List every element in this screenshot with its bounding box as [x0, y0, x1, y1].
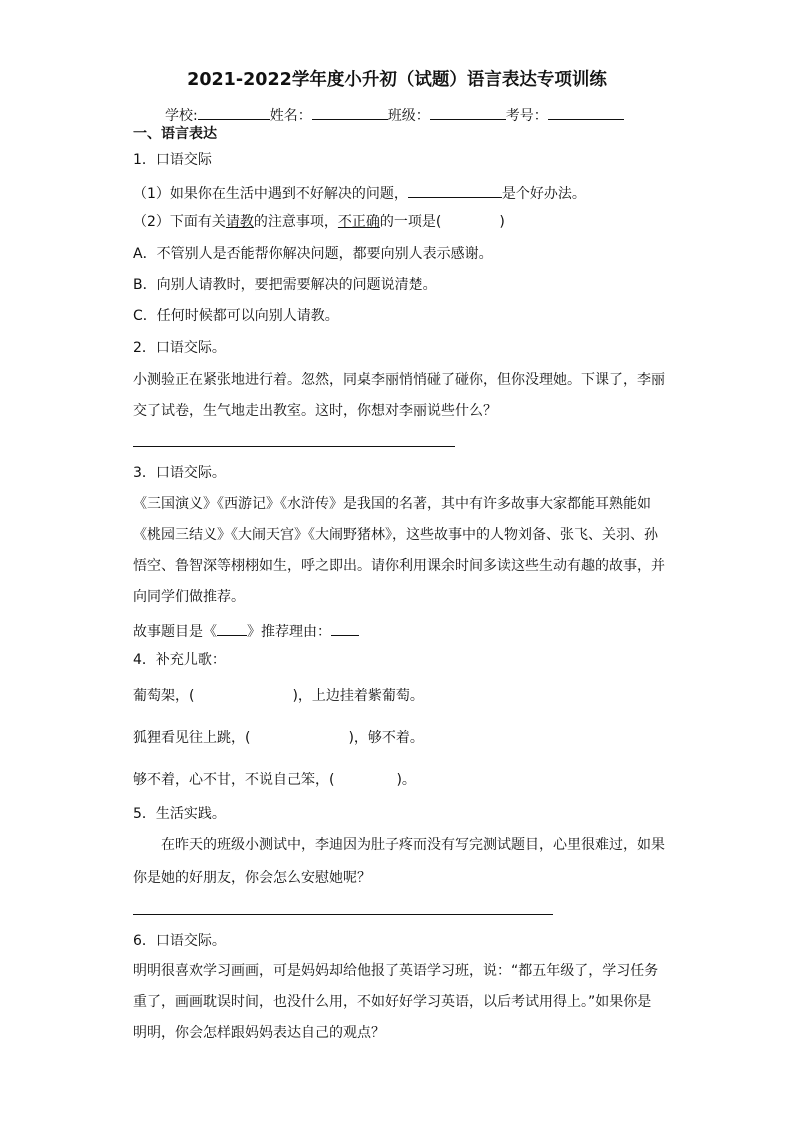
- q1-part2-text-end: 的一项是(: [379, 214, 442, 230]
- q3-line4: 向同学们做推荐。: [133, 589, 245, 605]
- q4-line3-start: 够不着，心不甘，不说自己笨，(: [133, 772, 335, 788]
- student-info-line: [165, 104, 624, 125]
- q2-line1: 小测验正在紧张地进行着。忽然，同桌李丽悄悄碰了碰你，但你没理她。下课了，李丽: [133, 372, 665, 388]
- q3-reason-blank[interactable]: [331, 620, 359, 636]
- q3-title-label: 故事题目是《: [133, 624, 217, 640]
- q6-line1: 明明很喜欢学习画画，可是妈妈却给他报了英语学习班，说：“都五年级了，学习任务: [133, 963, 659, 979]
- q3-heading: 3．口语交际。: [133, 465, 226, 481]
- q4-line2: [133, 729, 424, 747]
- q3-reason-label: 》推荐理由：: [247, 624, 331, 640]
- name-blank[interactable]: [312, 104, 388, 120]
- section-heading: 一、语言表达: [133, 126, 217, 142]
- q1-part1: [133, 182, 586, 203]
- school-label: 学校:: [165, 108, 198, 124]
- q6-heading: 6．口语交际。: [133, 933, 226, 949]
- q3-line1: 《三国演义》《西游记》《水浒传》是我国的名著，其中有许多故事大家都能耳熟能如: [133, 496, 651, 512]
- q3-line3: 悟空、鲁智深等栩栩如生，呼之即出。请你利用课余时间多读这些生动有趣的故事，并: [133, 558, 665, 574]
- q4-line1: [133, 687, 424, 705]
- q4-heading: 4．补充儿歌：: [133, 652, 226, 668]
- q4-line2-start: 狐狸看见往上跳，(: [133, 730, 251, 746]
- q1-part1-text: （1）如果你在生活中遇到不好解决的问题，: [133, 186, 408, 202]
- id-blank[interactable]: [548, 104, 624, 120]
- q4-line3: [133, 771, 416, 789]
- q1-underlined-qingjiao: 请教: [225, 214, 254, 230]
- q4-line3-end: )。: [396, 772, 416, 788]
- q1-part2-text-mid: 的注意事项，: [253, 214, 338, 230]
- q4-line1-start: 葡萄架，(: [133, 688, 195, 704]
- q2-answer-line[interactable]: [133, 446, 455, 447]
- q3-title-blank[interactable]: [217, 620, 247, 636]
- q1-option-c: C．任何时候都可以向别人请教。: [133, 308, 339, 324]
- school-blank[interactable]: [198, 104, 270, 120]
- q1-part1-blank[interactable]: [408, 182, 502, 198]
- class-label: 班级：: [387, 108, 430, 124]
- q1-part1-text-end: 是个好办法。: [501, 186, 586, 202]
- q1-option-b: B．向别人请教时，要把需要解决的问题说清楚。: [133, 277, 437, 293]
- q4-line2-end: )，够不着。: [348, 730, 424, 746]
- name-label: 姓名：: [269, 108, 312, 124]
- q1-heading: 1．口语交际: [133, 152, 212, 168]
- q5-line2: 你是她的好朋友，你会怎么安慰她呢？: [133, 870, 371, 886]
- q3-line2: 《桃园三结义》《大闹天宫》《大闹野猪林》，这些故事中的人物刘备、张飞、关羽、孙: [133, 527, 658, 543]
- q5-line1: 在昨天的班级小测试中，李迪因为肚子疼而没有写完测试题目，心里很难过，如果: [161, 837, 665, 853]
- q1-part2-text: （2）下面有关: [133, 214, 226, 230]
- q5-heading: 5．生活实践。: [133, 806, 226, 822]
- q3-line5: [133, 620, 359, 641]
- page-title: 2021-2022学年度小升初（试题）语言表达专项训练: [187, 70, 607, 90]
- q1-option-a: A．不管别人是否能帮你解决问题，都要向别人表示感谢。: [133, 246, 493, 262]
- q6-line2: 重了，画画耽误时间，也没什么用，不如好好学习英语，以后考试用得上。”如果你是: [133, 994, 652, 1010]
- q1-underlined-buzhengque: 不正确: [337, 214, 380, 230]
- id-label: 考号：: [505, 108, 548, 124]
- q5-answer-line[interactable]: [133, 914, 553, 915]
- q6-line3: 明明，你会怎样跟妈妈表达自己的观点？: [133, 1025, 385, 1041]
- q1-close-paren: ): [499, 214, 505, 230]
- q2-line2: 交了试卷，生气地走出教室。这时，你想对李丽说些什么？: [133, 403, 497, 419]
- q2-heading: 2．口语交际。: [133, 340, 226, 356]
- q1-part2: [133, 213, 505, 231]
- q4-line1-end: )，上边挂着紫葡萄。: [292, 688, 424, 704]
- class-blank[interactable]: [430, 104, 506, 120]
